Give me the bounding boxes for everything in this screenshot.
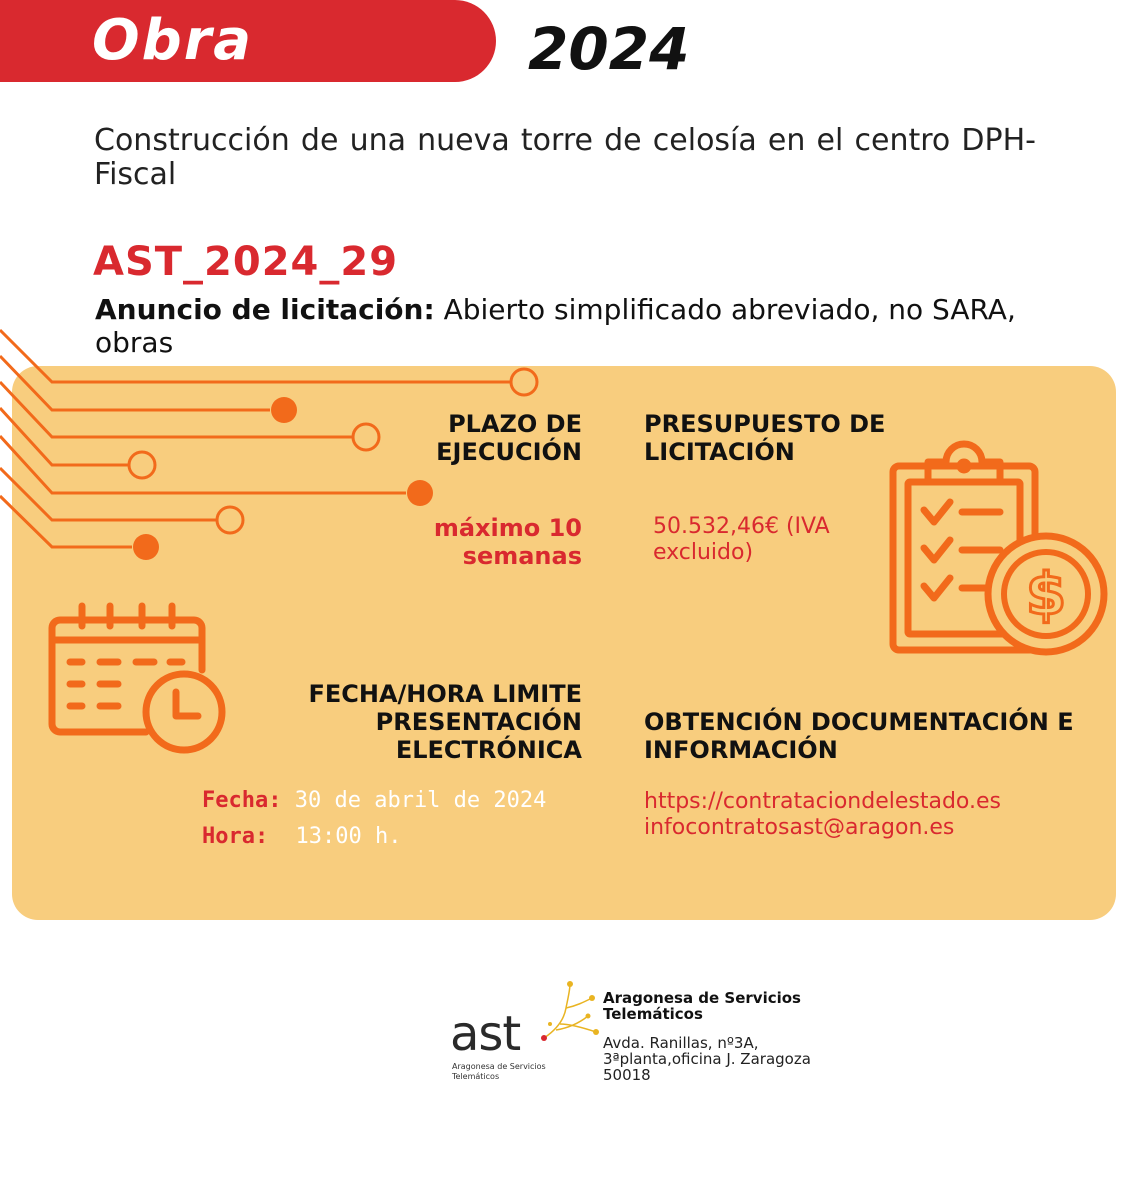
footer-address bbox=[603, 1035, 883, 1083]
calendar-clock-icon bbox=[46, 600, 228, 760]
presupuesto-value bbox=[653, 514, 893, 566]
footer-org-name bbox=[603, 990, 863, 1022]
clipboard-dollar-icon bbox=[884, 434, 1110, 658]
email-link[interactable]: infocontratosast@aragon.es bbox=[644, 815, 955, 840]
presupuesto-heading-line1: PRESUPUESTO DE bbox=[644, 410, 886, 438]
logo-subtitle bbox=[452, 1062, 546, 1082]
fecha-details bbox=[202, 783, 582, 855]
footer-org-line1: Aragonesa de Servicios bbox=[603, 989, 801, 1007]
fecha-value: 30 de abril de 2024 bbox=[294, 788, 547, 813]
plazo-heading-line1: PLAZO DE bbox=[448, 410, 582, 438]
documentacion-heading-line1: OBTENCIÓN DOCUMENTACIÓN E bbox=[644, 708, 1074, 736]
presupuesto-value-line2: excluido) bbox=[653, 540, 754, 565]
hora-value: 13:00 h. bbox=[295, 824, 402, 849]
type-badge: Obra bbox=[92, 8, 254, 73]
documentacion-heading bbox=[644, 708, 1114, 764]
documentacion-links bbox=[644, 789, 1104, 841]
announcement-label: Anuncio de licitación: bbox=[95, 293, 435, 326]
logo-subtitle-line1: Aragonesa de Servicios bbox=[452, 1062, 546, 1071]
fecha-row bbox=[202, 783, 582, 819]
presupuesto-heading-line2: LICITACIÓN bbox=[644, 438, 795, 466]
svg-text:$: $ bbox=[1025, 560, 1067, 628]
fecha-heading-line3: ELECTRÓNICA bbox=[395, 736, 582, 764]
contratacion-link[interactable]: https://contrataciondelestado.es bbox=[644, 789, 1001, 814]
project-description: Construcción de una nueva torre de celosía en el centro DPH-Fiscal bbox=[94, 123, 1036, 192]
tender-code: AST_2024_29 bbox=[93, 239, 399, 285]
footer-address-line3: 50018 bbox=[603, 1066, 651, 1084]
plazo-heading-line2: EJECUCIÓN bbox=[436, 438, 582, 466]
fecha-label: Fecha: bbox=[202, 788, 282, 813]
footer-address-line1: Avda. Ranillas, nº3A, bbox=[603, 1034, 759, 1052]
presupuesto-value-line1: 50.532,46€ (IVA bbox=[653, 514, 830, 539]
footer-org-line2: Telemáticos bbox=[603, 1005, 703, 1023]
hora-label: Hora: bbox=[202, 824, 269, 849]
fecha-heading-line2: PRESENTACIÓN bbox=[375, 708, 582, 736]
fecha-heading-line1: FECHA/HORA LIMITE bbox=[308, 680, 582, 708]
plazo-value-line2: semanas bbox=[462, 542, 582, 570]
logo-wordmark: ast bbox=[450, 1006, 521, 1062]
plazo-heading bbox=[330, 410, 582, 466]
plazo-value bbox=[330, 514, 582, 570]
footer-address-line2: 3ªplanta,oficina J. Zaragoza bbox=[603, 1050, 811, 1068]
logo-branches-icon bbox=[540, 980, 606, 1062]
announcement-value: Abierto simplificado abreviado, no SARA, obras bbox=[95, 293, 1016, 359]
fecha-heading bbox=[250, 680, 582, 764]
logo-subtitle-line2: Telemáticos bbox=[452, 1072, 500, 1081]
documentacion-heading-line2: INFORMACIÓN bbox=[644, 736, 838, 764]
hora-row bbox=[202, 819, 582, 855]
plazo-value-line1: máximo 10 bbox=[433, 514, 582, 542]
year-label: 2024 bbox=[528, 15, 690, 83]
